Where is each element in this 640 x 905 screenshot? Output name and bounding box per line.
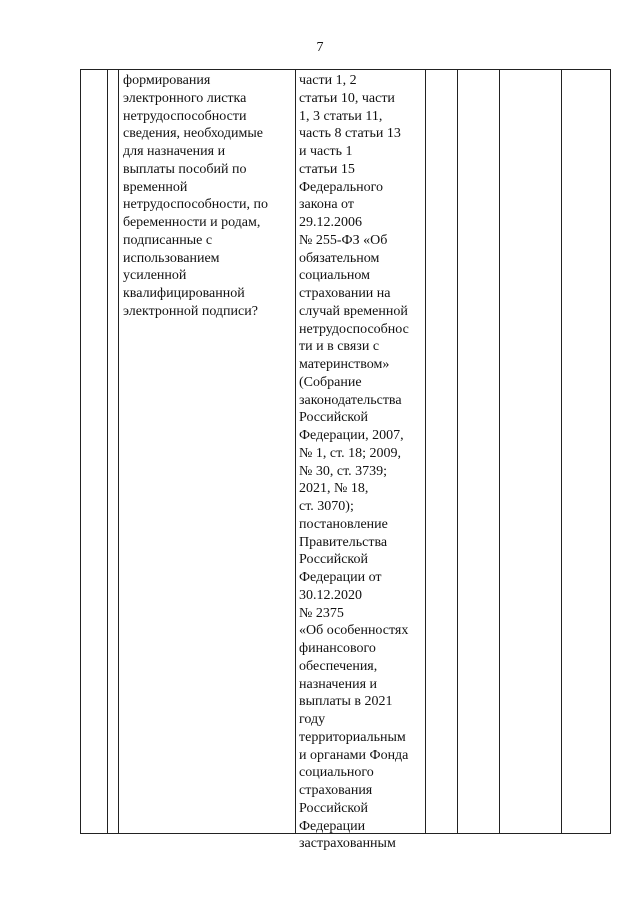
question-line: временной — [123, 179, 188, 195]
question-line: беременности и родам, — [123, 215, 261, 230]
legal-basis-line: и часть 1 — [299, 144, 353, 159]
column-divider — [425, 70, 426, 833]
legal-basis-line: 30.12.2020 — [299, 587, 362, 603]
legal-basis-line: назначения и — [299, 676, 378, 692]
legal-basis-line: социальном — [299, 268, 370, 284]
legal-basis-line: Правительства — [299, 534, 388, 550]
legal-basis-cell-text — [299, 72, 409, 853]
legal-basis-line: ти и в связи с — [299, 339, 380, 355]
column-divider — [499, 70, 500, 833]
question-line: выплаты пособий по — [123, 161, 247, 177]
column-divider — [295, 70, 296, 833]
legal-basis-line: и органами Фонда — [299, 747, 409, 763]
question-line: электронного листка — [123, 90, 247, 106]
legal-basis-line: Федерации, 2007, — [299, 428, 404, 443]
legal-basis-line: обязательном — [299, 250, 380, 266]
legal-basis-line: № 255-ФЗ «Об — [299, 232, 388, 248]
legal-basis-line: Федерального — [299, 179, 384, 195]
legal-basis-line: Российской — [299, 552, 368, 568]
question-line: сведения, необходимые — [123, 126, 263, 142]
legal-basis-line: страхования — [299, 783, 373, 798]
legal-basis-line: Федерации от — [299, 570, 382, 585]
legal-basis-line: (Собрание — [299, 374, 362, 390]
legal-basis-line: № 1, ст. 18; 2009, — [299, 445, 402, 461]
legal-basis-line: 2021, № 18, — [299, 481, 369, 497]
legal-basis-line: «Об особенностях — [299, 623, 409, 639]
legal-basis-line: Российской — [299, 800, 368, 816]
question-line: нетрудоспособности — [123, 108, 247, 124]
column-divider — [118, 70, 119, 833]
legal-basis-line: ст. 3070); — [299, 499, 354, 514]
legal-basis-line: материнством» — [299, 357, 390, 372]
legal-basis-line: статьи 15 — [299, 161, 355, 177]
question-line: использованием — [123, 250, 220, 266]
question-line: формирования — [123, 73, 211, 88]
legal-basis-line: часть 8 статьи 13 — [299, 126, 401, 142]
requirements-table — [80, 69, 611, 852]
column-divider — [107, 70, 108, 833]
page-number: 7 — [316, 40, 324, 55]
column-divider — [561, 70, 562, 833]
legal-basis-line: году — [299, 712, 326, 727]
legal-basis-line: случай временной — [299, 303, 408, 319]
legal-basis-line: 1, 3 статьи 11, — [299, 108, 383, 124]
legal-basis-line: застрахованным — [299, 836, 396, 852]
question-line: квалифицированной — [123, 286, 245, 301]
question-line: нетрудоспособности, по — [123, 197, 268, 213]
legal-basis-line: Федерации — [299, 818, 366, 834]
column-divider — [457, 70, 458, 833]
legal-basis-line: социального — [299, 765, 374, 781]
legal-basis-line: части 1, 2 — [299, 73, 357, 88]
legal-basis-line: выплаты в 2021 — [299, 694, 393, 710]
legal-basis-line: № 2375 — [299, 605, 344, 621]
legal-basis-line: статьи 10, части — [299, 90, 395, 106]
question-line: электронной подписи? — [123, 303, 258, 319]
legal-basis-line: страховании на — [299, 286, 391, 301]
legal-basis-line: 29.12.2006 — [299, 215, 362, 230]
legal-basis-line: Российской — [299, 410, 368, 426]
legal-basis-line: нетрудоспособнос — [299, 321, 409, 337]
question-line: усиленной — [123, 268, 187, 284]
legal-basis-line: территориальным — [299, 729, 406, 745]
legal-basis-line: финансового — [299, 641, 376, 656]
question-cell-text — [123, 72, 268, 321]
legal-basis-line: № 30, ст. 3739; — [299, 463, 388, 479]
question-line: для назначения и — [123, 144, 226, 159]
legal-basis-line: законодательства — [299, 392, 402, 408]
legal-basis-line: постановление — [299, 516, 388, 532]
question-line: подписанные с — [123, 232, 213, 248]
legal-basis-line: закона от — [299, 197, 354, 213]
legal-basis-line: обеспечения, — [299, 658, 378, 674]
